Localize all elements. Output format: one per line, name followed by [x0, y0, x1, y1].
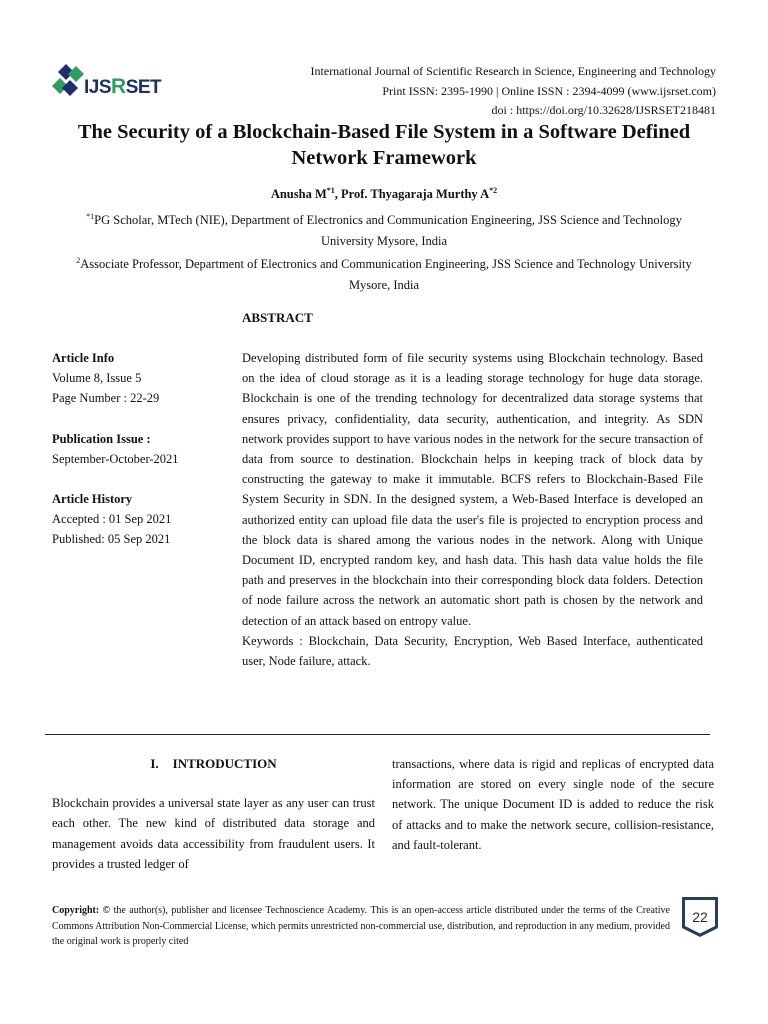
- article-info: [52, 348, 232, 550]
- intro-right-text: transactions, where data is rigid and replicas of encrypted data information are stored on every single node of the secure network. The unique Document ID is added to reduce the risk of attacks and to make the network secure, collision-resistance, and fault-tolerant.: [392, 757, 714, 852]
- abstract-body: [242, 348, 703, 671]
- copyright-notice: Copyright: © the author(s), publisher and licensee Technoscience Academy. This is an open-access article distributed under the terms of the Creative Commons Attribution Non-Commercial License, which permits unrestricted non-commercial use, distribution, and reproduction in any medium, provided the original work is properly cited: [52, 905, 670, 947]
- abstract-text: Developing distributed form of file security systems using Blockchain technology. Based on the idea of cloud storage as it is a leading storage technology for huge data storage. Blockchain is one of the trending technology for decentralized data storage systems that ensures privacy, confidentiality, data security, authentication, and integrity. As SDN network provides support to have various nodes in the network for the secure transaction of data from source to destination. Blockchain helps in keeping track of block data by constructing the gateway to make it immutable. BCFS refers to Blockchain-Based File System Security in SDN. In the designed system, a Web-Based Interface is developed an authorized entity can upload file data the user's file is projected to encryption process and the block data is shared among the various nodes in the network. Along with Unique Document ID, encrypted random key, and hash data. This hash data value holds the file path and preserves in the blockchain into their corresponding block data folders. Detection of node failure across the network an automatic short path is chosen by the network and detection of an attack based on entropy value.: [242, 351, 703, 628]
- intro-left-text: Blockchain provides a universal state layer as any user can trust each other. The new kind of distributed data storage and management avoids data accessibility from fraudulent users. It provides a trusted ledger of: [52, 796, 375, 871]
- article-info-heading: Article Info: [52, 351, 115, 365]
- journal-issn[interactable]: Print ISSN: 2395-1990 | Online ISSN : 2394-4099 (www.ijsrset.com): [382, 83, 716, 98]
- publication-issue: September-October-2021: [52, 451, 179, 466]
- section-divider: [45, 734, 710, 735]
- author-line: Anusha $M^{*1}$, Prof. Thyagaraja Murthy $A^{*2}$: [270, 186, 498, 202]
- page-number: 22: [692, 909, 708, 925]
- affiliations: [60, 207, 708, 295]
- article-history-heading: Article History: [52, 492, 133, 507]
- article-volume: Volume 8, Issue 5: [52, 371, 142, 386]
- affiliation-2: $^2$Associate Professor, Department of Electronics and Communication Engineering, JSS Science and Technology University Mysore, India: [76, 256, 692, 292]
- intro-right-column: [392, 754, 714, 855]
- journal-doi[interactable]: doi : https://doi.org/10.32628/IJSRSET218481: [491, 103, 716, 117]
- paper-title: The Security of a Blockchain-Based File System in a Software Defined Network Framework: [77, 121, 691, 169]
- page-number-badge: [681, 896, 719, 938]
- publication-issue-heading: Publication Issue :: [52, 431, 151, 446]
- journal-logo: [52, 62, 174, 100]
- abstract-heading: ABSTRACT: [242, 310, 313, 325]
- intro-left-column: [52, 754, 375, 874]
- affiliation-1: $^{*1}$PG Scholar, MTech (NIE), Department of Electronics and Communication Engineering, JSS Science and Technology University Mysore, India: [86, 212, 682, 248]
- published-date: Published: 05 Sep 2021: [52, 532, 171, 547]
- logo-wordmark: IJSRSET: [84, 75, 162, 98]
- keywords: Keywords : Blockchain, Data Security, Encryption, Web Based Interface, authenticated user, Node failure, attack.: [242, 633, 703, 669]
- journal-header: [311, 62, 716, 121]
- article-pages: Page Number : 22-29: [52, 391, 160, 406]
- intro-heading: I. INTRODUCTION: [150, 756, 277, 771]
- accepted-date: Accepted : 01 Sep 2021: [52, 512, 172, 527]
- journal-name: International Journal of Scientific Research in Science, Engineering and Technology: [310, 64, 716, 78]
